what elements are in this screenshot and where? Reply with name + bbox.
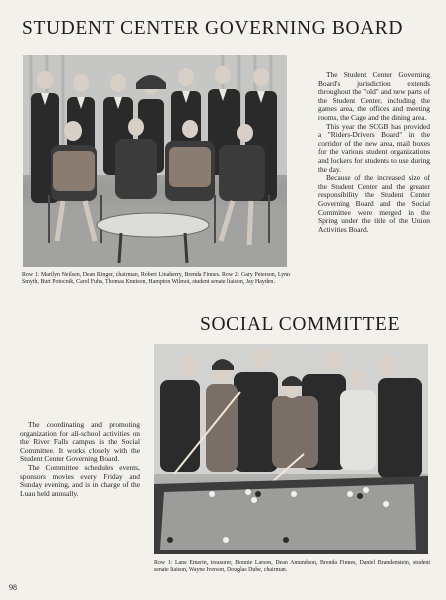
- paragraph: This year the SCGB has provided a "Riders-Drivers Board" in the corridor of the new area, mail boxes for the various student organizations and lockers for students to use during the day.: [318, 121, 430, 174]
- social-committee-caption: Row 1: Lane Emerin, treasurer, Bonnie Larson, Dean Amundson, Brenda Finnes, Daniel Brandenstein, student senate liaison, Wayne Iverson, Douglas Dube, chairman.: [154, 560, 430, 574]
- page-title: STUDENT CENTER GOVERNING BOARD: [22, 18, 404, 39]
- social-committee-text: [20, 421, 140, 498]
- paragraph: The coordinating and promoting organization for all-school activities on the River Falls campus is the Social Committee. It works closely with the Student Center Governing Board.: [20, 420, 140, 464]
- governing-board-photo: [23, 55, 287, 267]
- section-title: SOCIAL COMMITTEE: [200, 314, 401, 335]
- paragraph: The Student Center Governing Board's jurisdiction extends throughout the "old" and new parts of the Student Center, including the games area, the offices and meeting rooms, the Cage and the dining area.: [318, 70, 430, 122]
- paragraph: The Committee schedules events, sponsors movies every Friday and Sunday evening, and is in charge of the Luau held annually.: [20, 462, 140, 498]
- social-committee-photo: [154, 344, 428, 554]
- governing-board-text: [318, 71, 430, 234]
- governing-board-caption: Row 1: Marilyn Neilsen, Dean Ringer, chairman, Robert Linaberry, Brenda Finnes. Row 2: Gary Peterson, Lynn Smyth, Burt Potocnik, Carol Fuhs, Thomas Knutson, Hampton Wilmot, student senate liaison, Jay Hayden.: [22, 272, 290, 286]
- page-number: 98: [9, 583, 17, 592]
- paragraph: Because of the increased size of the Student Center and the greater responsibility the Student Center Governing Board and the Social Committee were merged in the Spring under the title of the Union Activities Board.: [318, 173, 430, 234]
